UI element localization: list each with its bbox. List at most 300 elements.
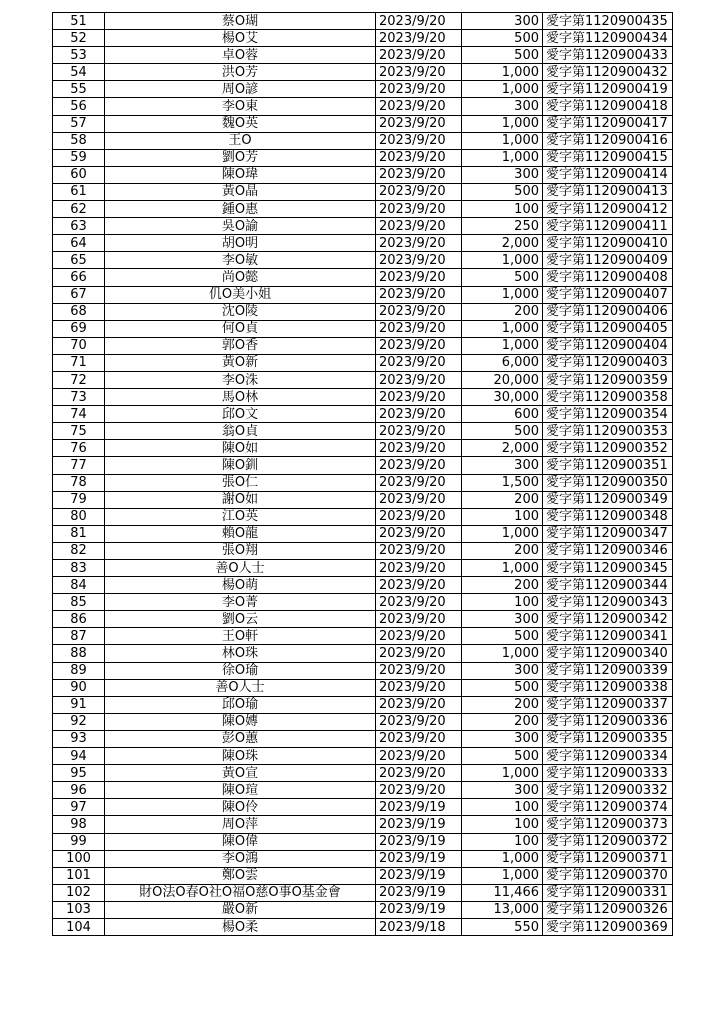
donor-name-cell: 邱O文 bbox=[105, 406, 376, 423]
row-number-cell: 100 bbox=[53, 850, 105, 867]
table-row bbox=[53, 474, 673, 491]
table-row bbox=[53, 201, 673, 218]
receipt-number-cell: 愛字第1120900333 bbox=[543, 765, 673, 782]
receipt-number-cell: 愛字第1120900348 bbox=[543, 508, 673, 525]
donation-date-cell: 2023/9/20 bbox=[376, 354, 462, 371]
donor-name-cell: 何O貞 bbox=[105, 320, 376, 337]
donation-amount-cell: 500 bbox=[462, 679, 543, 696]
receipt-number-cell: 愛字第1120900326 bbox=[543, 901, 673, 918]
donation-date-cell: 2023/9/20 bbox=[376, 166, 462, 183]
table-row bbox=[53, 833, 673, 850]
donation-date-cell: 2023/9/20 bbox=[376, 679, 462, 696]
receipt-number-cell: 愛字第1120900434 bbox=[543, 30, 673, 47]
donation-date-cell: 2023/9/19 bbox=[376, 850, 462, 867]
receipt-number-cell: 愛字第1120900412 bbox=[543, 201, 673, 218]
table-row bbox=[53, 491, 673, 508]
donor-name-cell: 周O諺 bbox=[105, 81, 376, 98]
donation-date-cell: 2023/9/20 bbox=[376, 303, 462, 320]
donor-name-cell: 馬O林 bbox=[105, 389, 376, 406]
row-number-cell: 103 bbox=[53, 901, 105, 918]
row-number-cell: 85 bbox=[53, 594, 105, 611]
row-number-cell: 60 bbox=[53, 166, 105, 183]
donor-name-cell: 賴O龍 bbox=[105, 525, 376, 542]
table-row bbox=[53, 816, 673, 833]
donation-date-cell: 2023/9/20 bbox=[376, 286, 462, 303]
donor-name-cell: 陳O瑄 bbox=[105, 782, 376, 799]
donation-amount-cell: 1,000 bbox=[462, 115, 543, 132]
receipt-number-cell: 愛字第1120900404 bbox=[543, 337, 673, 354]
donation-amount-cell: 1,000 bbox=[462, 645, 543, 662]
row-number-cell: 61 bbox=[53, 183, 105, 200]
donation-date-cell: 2023/9/20 bbox=[376, 611, 462, 628]
donor-name-cell: 張O翔 bbox=[105, 542, 376, 559]
table-row bbox=[53, 354, 673, 371]
receipt-number-cell: 愛字第1120900353 bbox=[543, 423, 673, 440]
receipt-number-cell: 愛字第1120900370 bbox=[543, 867, 673, 884]
row-number-cell: 58 bbox=[53, 132, 105, 149]
row-number-cell: 81 bbox=[53, 525, 105, 542]
donation-amount-cell: 250 bbox=[462, 218, 543, 235]
table-row bbox=[53, 525, 673, 542]
receipt-number-cell: 愛字第1120900405 bbox=[543, 320, 673, 337]
receipt-number-cell: 愛字第1120900332 bbox=[543, 782, 673, 799]
donation-amount-cell: 1,000 bbox=[462, 64, 543, 81]
donation-amount-cell: 100 bbox=[462, 816, 543, 833]
donation-amount-cell: 300 bbox=[462, 98, 543, 115]
donation-date-cell: 2023/9/20 bbox=[376, 560, 462, 577]
row-number-cell: 64 bbox=[53, 235, 105, 252]
receipt-number-cell: 愛字第1120900432 bbox=[543, 64, 673, 81]
table-row bbox=[53, 218, 673, 235]
table-row bbox=[53, 542, 673, 559]
donor-name-cell: 邱O瑜 bbox=[105, 696, 376, 713]
donor-name-cell: 陳O珠 bbox=[105, 748, 376, 765]
donation-date-cell: 2023/9/20 bbox=[376, 662, 462, 679]
donation-date-cell: 2023/9/20 bbox=[376, 696, 462, 713]
table-row bbox=[53, 713, 673, 730]
donor-name-cell: 彭O蕙 bbox=[105, 730, 376, 747]
table-row bbox=[53, 457, 673, 474]
donation-amount-cell: 300 bbox=[462, 166, 543, 183]
table-row bbox=[53, 730, 673, 747]
donation-amount-cell: 1,000 bbox=[462, 850, 543, 867]
receipt-number-cell: 愛字第1120900419 bbox=[543, 81, 673, 98]
row-number-cell: 92 bbox=[53, 713, 105, 730]
table-row bbox=[53, 115, 673, 132]
donation-amount-cell: 300 bbox=[462, 13, 543, 30]
row-number-cell: 93 bbox=[53, 730, 105, 747]
donor-name-cell: 王O bbox=[105, 132, 376, 149]
receipt-number-cell: 愛字第1120900417 bbox=[543, 115, 673, 132]
donor-name-cell: 善O人士 bbox=[105, 560, 376, 577]
receipt-number-cell: 愛字第1120900338 bbox=[543, 679, 673, 696]
row-number-cell: 95 bbox=[53, 765, 105, 782]
table-row bbox=[53, 132, 673, 149]
receipt-number-cell: 愛字第1120900335 bbox=[543, 730, 673, 747]
table-row bbox=[53, 235, 673, 252]
row-number-cell: 75 bbox=[53, 423, 105, 440]
donation-amount-cell: 200 bbox=[462, 542, 543, 559]
donation-amount-cell: 1,000 bbox=[462, 337, 543, 354]
donation-date-cell: 2023/9/20 bbox=[376, 457, 462, 474]
donation-date-cell: 2023/9/20 bbox=[376, 730, 462, 747]
donation-date-cell: 2023/9/20 bbox=[376, 645, 462, 662]
donor-name-cell: 周O萍 bbox=[105, 816, 376, 833]
receipt-number-cell: 愛字第1120900352 bbox=[543, 440, 673, 457]
receipt-number-cell: 愛字第1120900369 bbox=[543, 918, 673, 935]
table-row bbox=[53, 371, 673, 388]
donation-date-cell: 2023/9/20 bbox=[376, 30, 462, 47]
receipt-number-cell: 愛字第1120900358 bbox=[543, 389, 673, 406]
receipt-number-cell: 愛字第1120900345 bbox=[543, 560, 673, 577]
row-number-cell: 54 bbox=[53, 64, 105, 81]
row-number-cell: 70 bbox=[53, 337, 105, 354]
table-row bbox=[53, 64, 673, 81]
donation-amount-cell: 300 bbox=[462, 730, 543, 747]
table-row bbox=[53, 850, 673, 867]
receipt-number-cell: 愛字第1120900342 bbox=[543, 611, 673, 628]
row-number-cell: 104 bbox=[53, 918, 105, 935]
donation-amount-cell: 1,000 bbox=[462, 252, 543, 269]
receipt-number-cell: 愛字第1120900406 bbox=[543, 303, 673, 320]
donation-amount-cell: 1,000 bbox=[462, 560, 543, 577]
row-number-cell: 66 bbox=[53, 269, 105, 286]
receipt-number-cell: 愛字第1120900413 bbox=[543, 183, 673, 200]
donor-name-cell: 李O東 bbox=[105, 98, 376, 115]
table-row bbox=[53, 440, 673, 457]
receipt-number-cell: 愛字第1120900347 bbox=[543, 525, 673, 542]
row-number-cell: 84 bbox=[53, 577, 105, 594]
donor-name-cell: 沈O陵 bbox=[105, 303, 376, 320]
row-number-cell: 71 bbox=[53, 354, 105, 371]
donor-name-cell: 陳O瑋 bbox=[105, 166, 376, 183]
donation-amount-cell: 500 bbox=[462, 423, 543, 440]
receipt-number-cell: 愛字第1120900408 bbox=[543, 269, 673, 286]
donor-name-cell: 李O菁 bbox=[105, 594, 376, 611]
donation-date-cell: 2023/9/20 bbox=[376, 765, 462, 782]
donation-date-cell: 2023/9/20 bbox=[376, 594, 462, 611]
receipt-number-cell: 愛字第1120900331 bbox=[543, 884, 673, 901]
donation-amount-cell: 500 bbox=[462, 183, 543, 200]
table-row bbox=[53, 679, 673, 696]
donor-name-cell: 李O洙 bbox=[105, 371, 376, 388]
donor-name-cell: 魏O英 bbox=[105, 115, 376, 132]
table-row bbox=[53, 30, 673, 47]
donation-amount-cell: 100 bbox=[462, 201, 543, 218]
receipt-number-cell: 愛字第1120900416 bbox=[543, 132, 673, 149]
donor-name-cell: 黃O新 bbox=[105, 354, 376, 371]
row-number-cell: 98 bbox=[53, 816, 105, 833]
row-number-cell: 89 bbox=[53, 662, 105, 679]
donation-date-cell: 2023/9/19 bbox=[376, 799, 462, 816]
donation-date-cell: 2023/9/20 bbox=[376, 371, 462, 388]
row-number-cell: 68 bbox=[53, 303, 105, 320]
table-row bbox=[53, 782, 673, 799]
donation-date-cell: 2023/9/20 bbox=[376, 47, 462, 64]
donor-name-cell: 劉O芳 bbox=[105, 149, 376, 166]
row-number-cell: 90 bbox=[53, 679, 105, 696]
row-number-cell: 83 bbox=[53, 560, 105, 577]
donation-amount-cell: 1,000 bbox=[462, 320, 543, 337]
table-row bbox=[53, 508, 673, 525]
row-number-cell: 86 bbox=[53, 611, 105, 628]
row-number-cell: 56 bbox=[53, 98, 105, 115]
donation-date-cell: 2023/9/19 bbox=[376, 833, 462, 850]
donation-date-cell: 2023/9/20 bbox=[376, 218, 462, 235]
donation-date-cell: 2023/9/20 bbox=[376, 474, 462, 491]
table-row bbox=[53, 867, 673, 884]
donation-amount-cell: 500 bbox=[462, 628, 543, 645]
receipt-number-cell: 愛字第1120900351 bbox=[543, 457, 673, 474]
table-row bbox=[53, 594, 673, 611]
donor-name-cell: 謝O如 bbox=[105, 491, 376, 508]
receipt-number-cell: 愛字第1120900346 bbox=[543, 542, 673, 559]
donation-table bbox=[52, 12, 673, 936]
donation-amount-cell: 1,000 bbox=[462, 132, 543, 149]
donor-name-cell: 鄭O雲 bbox=[105, 867, 376, 884]
donation-amount-cell: 13,000 bbox=[462, 901, 543, 918]
donation-date-cell: 2023/9/20 bbox=[376, 64, 462, 81]
donation-amount-cell: 200 bbox=[462, 577, 543, 594]
receipt-number-cell: 愛字第1120900410 bbox=[543, 235, 673, 252]
row-number-cell: 97 bbox=[53, 799, 105, 816]
donation-date-cell: 2023/9/20 bbox=[376, 269, 462, 286]
donation-amount-cell: 100 bbox=[462, 833, 543, 850]
donor-name-cell: 嚴O新 bbox=[105, 901, 376, 918]
donation-amount-cell: 1,000 bbox=[462, 765, 543, 782]
row-number-cell: 91 bbox=[53, 696, 105, 713]
donor-name-cell: 陳O如 bbox=[105, 440, 376, 457]
donation-amount-cell: 300 bbox=[462, 782, 543, 799]
donor-name-cell: 陳O伶 bbox=[105, 799, 376, 816]
donation-date-cell: 2023/9/20 bbox=[376, 115, 462, 132]
donation-date-cell: 2023/9/20 bbox=[376, 491, 462, 508]
donor-name-cell: 楊O艾 bbox=[105, 30, 376, 47]
row-number-cell: 79 bbox=[53, 491, 105, 508]
donation-date-cell: 2023/9/20 bbox=[376, 577, 462, 594]
table-row bbox=[53, 662, 673, 679]
donation-amount-cell: 6,000 bbox=[462, 354, 543, 371]
donor-name-cell: 李O鴻 bbox=[105, 850, 376, 867]
donation-date-cell: 2023/9/18 bbox=[376, 918, 462, 935]
donor-name-cell: 黃O晶 bbox=[105, 183, 376, 200]
donation-amount-cell: 100 bbox=[462, 799, 543, 816]
table-row bbox=[53, 98, 673, 115]
row-number-cell: 55 bbox=[53, 81, 105, 98]
receipt-number-cell: 愛字第1120900336 bbox=[543, 713, 673, 730]
table-row bbox=[53, 303, 673, 320]
row-number-cell: 59 bbox=[53, 149, 105, 166]
donation-date-cell: 2023/9/19 bbox=[376, 816, 462, 833]
donation-amount-cell: 1,000 bbox=[462, 149, 543, 166]
donation-date-cell: 2023/9/20 bbox=[376, 252, 462, 269]
donation-date-cell: 2023/9/20 bbox=[376, 132, 462, 149]
row-number-cell: 102 bbox=[53, 884, 105, 901]
donation-date-cell: 2023/9/20 bbox=[376, 13, 462, 30]
donor-name-cell: 林O珠 bbox=[105, 645, 376, 662]
donation-amount-cell: 30,000 bbox=[462, 389, 543, 406]
table-row bbox=[53, 149, 673, 166]
row-number-cell: 94 bbox=[53, 748, 105, 765]
donor-name-cell: 胡O明 bbox=[105, 235, 376, 252]
donation-amount-cell: 500 bbox=[462, 47, 543, 64]
donation-amount-cell: 500 bbox=[462, 748, 543, 765]
row-number-cell: 78 bbox=[53, 474, 105, 491]
row-number-cell: 57 bbox=[53, 115, 105, 132]
receipt-number-cell: 愛字第1120900337 bbox=[543, 696, 673, 713]
row-number-cell: 72 bbox=[53, 371, 105, 388]
table-row bbox=[53, 628, 673, 645]
donation-amount-cell: 200 bbox=[462, 491, 543, 508]
row-number-cell: 88 bbox=[53, 645, 105, 662]
donor-name-cell: 王O軒 bbox=[105, 628, 376, 645]
donation-date-cell: 2023/9/20 bbox=[376, 149, 462, 166]
receipt-number-cell: 愛字第1120900359 bbox=[543, 371, 673, 388]
table-row bbox=[53, 577, 673, 594]
donor-name-cell: 鍾O惠 bbox=[105, 201, 376, 218]
donation-amount-cell: 1,000 bbox=[462, 286, 543, 303]
receipt-number-cell: 愛字第1120900339 bbox=[543, 662, 673, 679]
receipt-number-cell: 愛字第1120900373 bbox=[543, 816, 673, 833]
donation-amount-cell: 1,000 bbox=[462, 525, 543, 542]
table-row bbox=[53, 918, 673, 935]
receipt-number-cell: 愛字第1120900343 bbox=[543, 594, 673, 611]
receipt-number-cell: 愛字第1120900409 bbox=[543, 252, 673, 269]
receipt-number-cell: 愛字第1120900354 bbox=[543, 406, 673, 423]
row-number-cell: 80 bbox=[53, 508, 105, 525]
receipt-number-cell: 愛字第1120900407 bbox=[543, 286, 673, 303]
donation-date-cell: 2023/9/20 bbox=[376, 628, 462, 645]
table-row bbox=[53, 252, 673, 269]
donation-amount-cell: 100 bbox=[462, 508, 543, 525]
donor-name-cell: 郭O香 bbox=[105, 337, 376, 354]
receipt-number-cell: 愛字第1120900334 bbox=[543, 748, 673, 765]
donation-amount-cell: 1,000 bbox=[462, 81, 543, 98]
donation-date-cell: 2023/9/20 bbox=[376, 525, 462, 542]
receipt-number-cell: 愛字第1120900418 bbox=[543, 98, 673, 115]
receipt-number-cell: 愛字第1120900411 bbox=[543, 218, 673, 235]
receipt-number-cell: 愛字第1120900341 bbox=[543, 628, 673, 645]
donor-name-cell: 翁O貞 bbox=[105, 423, 376, 440]
row-number-cell: 69 bbox=[53, 320, 105, 337]
donor-name-cell: 楊O萌 bbox=[105, 577, 376, 594]
table-row bbox=[53, 645, 673, 662]
row-number-cell: 62 bbox=[53, 201, 105, 218]
receipt-number-cell: 愛字第1120900414 bbox=[543, 166, 673, 183]
table-row bbox=[53, 389, 673, 406]
table-row bbox=[53, 406, 673, 423]
donation-amount-cell: 200 bbox=[462, 713, 543, 730]
table-row bbox=[53, 47, 673, 64]
donation-amount-cell: 200 bbox=[462, 303, 543, 320]
receipt-number-cell: 愛字第1120900433 bbox=[543, 47, 673, 64]
row-number-cell: 77 bbox=[53, 457, 105, 474]
donor-name-cell: 江O英 bbox=[105, 508, 376, 525]
table-row bbox=[53, 560, 673, 577]
donor-name-cell: 張O仁 bbox=[105, 474, 376, 491]
donation-amount-cell: 20,000 bbox=[462, 371, 543, 388]
receipt-number-cell: 愛字第1120900371 bbox=[543, 850, 673, 867]
donation-date-cell: 2023/9/20 bbox=[376, 713, 462, 730]
donation-amount-cell: 550 bbox=[462, 918, 543, 935]
donation-date-cell: 2023/9/19 bbox=[376, 901, 462, 918]
row-number-cell: 65 bbox=[53, 252, 105, 269]
receipt-number-cell: 愛字第1120900415 bbox=[543, 149, 673, 166]
table-row bbox=[53, 81, 673, 98]
donor-name-cell: 吳O諭 bbox=[105, 218, 376, 235]
donor-name-cell: 劉O云 bbox=[105, 611, 376, 628]
table-row bbox=[53, 286, 673, 303]
donation-date-cell: 2023/9/20 bbox=[376, 320, 462, 337]
receipt-number-cell: 愛字第1120900350 bbox=[543, 474, 673, 491]
row-number-cell: 87 bbox=[53, 628, 105, 645]
receipt-number-cell: 愛字第1120900344 bbox=[543, 577, 673, 594]
table-row bbox=[53, 611, 673, 628]
donation-date-cell: 2023/9/20 bbox=[376, 440, 462, 457]
row-number-cell: 96 bbox=[53, 782, 105, 799]
donation-amount-cell: 300 bbox=[462, 611, 543, 628]
donation-amount-cell: 11,466 bbox=[462, 884, 543, 901]
row-number-cell: 63 bbox=[53, 218, 105, 235]
table-row bbox=[53, 13, 673, 30]
row-number-cell: 99 bbox=[53, 833, 105, 850]
donation-amount-cell: 500 bbox=[462, 30, 543, 47]
row-number-cell: 52 bbox=[53, 30, 105, 47]
donor-name-cell: 陳O釧 bbox=[105, 457, 376, 474]
table-row bbox=[53, 423, 673, 440]
donor-name-cell: 尚O懿 bbox=[105, 269, 376, 286]
table-row bbox=[53, 765, 673, 782]
row-number-cell: 73 bbox=[53, 389, 105, 406]
donation-amount-cell: 2,000 bbox=[462, 440, 543, 457]
receipt-number-cell: 愛字第1120900372 bbox=[543, 833, 673, 850]
row-number-cell: 53 bbox=[53, 47, 105, 64]
donation-date-cell: 2023/9/20 bbox=[376, 389, 462, 406]
table-row bbox=[53, 337, 673, 354]
receipt-number-cell: 愛字第1120900349 bbox=[543, 491, 673, 508]
donation-date-cell: 2023/9/19 bbox=[376, 867, 462, 884]
donor-name-cell: 楊O柔 bbox=[105, 918, 376, 935]
donation-amount-cell: 1,000 bbox=[462, 867, 543, 884]
donation-table-body bbox=[53, 13, 673, 936]
donation-date-cell: 2023/9/20 bbox=[376, 406, 462, 423]
donor-name-cell: 陳O偉 bbox=[105, 833, 376, 850]
table-row bbox=[53, 320, 673, 337]
table-row bbox=[53, 696, 673, 713]
table-row bbox=[53, 183, 673, 200]
donor-name-cell: 蔡O瑚 bbox=[105, 13, 376, 30]
donation-amount-cell: 300 bbox=[462, 457, 543, 474]
donation-date-cell: 2023/9/19 bbox=[376, 884, 462, 901]
donation-amount-cell: 200 bbox=[462, 696, 543, 713]
donation-amount-cell: 300 bbox=[462, 662, 543, 679]
donor-name-cell: 卓O蓉 bbox=[105, 47, 376, 64]
receipt-number-cell: 愛字第1120900403 bbox=[543, 354, 673, 371]
donation-amount-cell: 100 bbox=[462, 594, 543, 611]
donation-amount-cell: 500 bbox=[462, 269, 543, 286]
donation-amount-cell: 1,500 bbox=[462, 474, 543, 491]
table-row bbox=[53, 166, 673, 183]
table-row bbox=[53, 269, 673, 286]
donor-name-cell: 善O人士 bbox=[105, 679, 376, 696]
donor-name-cell: 洪O芳 bbox=[105, 64, 376, 81]
table-row bbox=[53, 748, 673, 765]
donation-date-cell: 2023/9/20 bbox=[376, 201, 462, 218]
row-number-cell: 76 bbox=[53, 440, 105, 457]
table-row bbox=[53, 799, 673, 816]
donation-date-cell: 2023/9/20 bbox=[376, 782, 462, 799]
row-number-cell: 82 bbox=[53, 542, 105, 559]
